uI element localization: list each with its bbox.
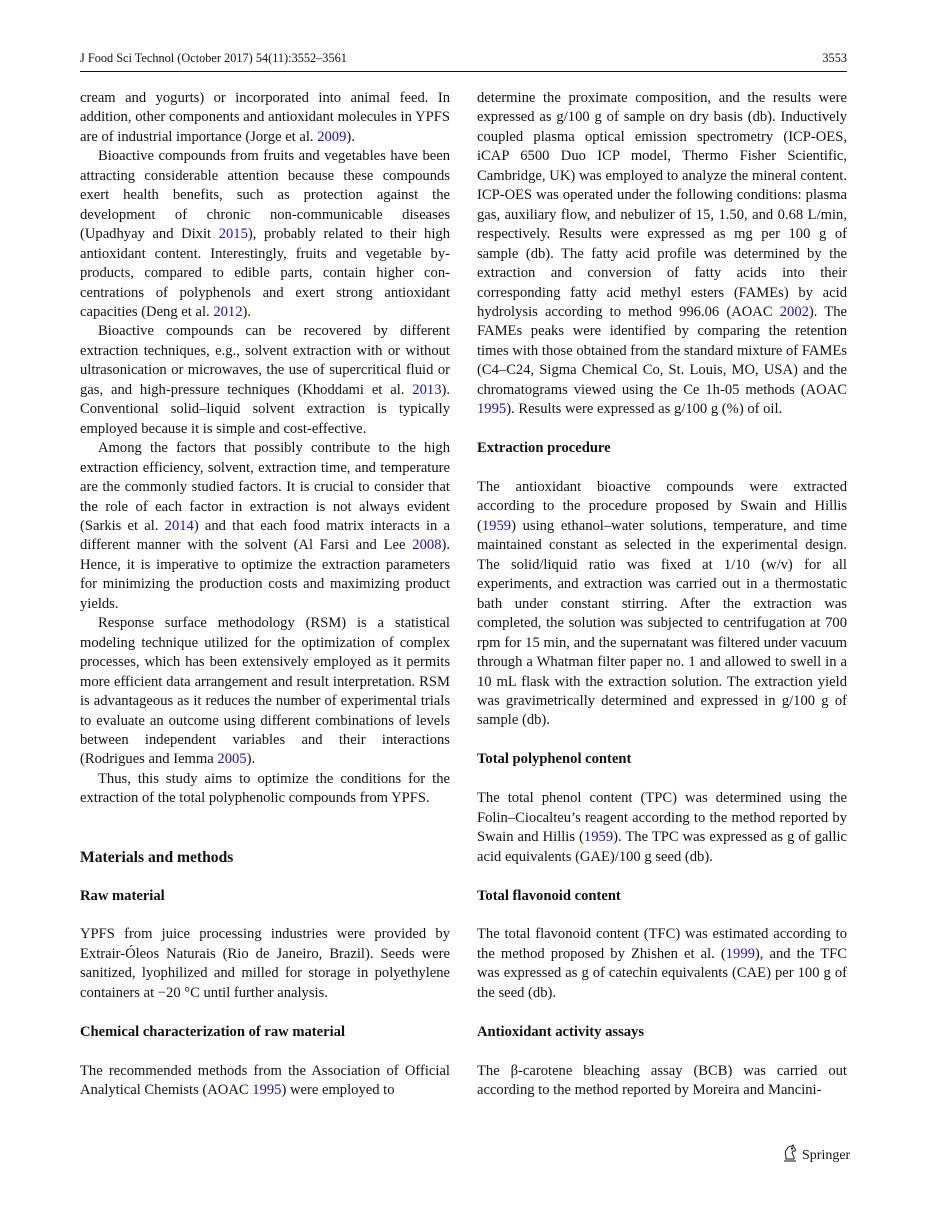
journal-citation: J Food Sci Technol (October 2017) 54(11):3552–3561 bbox=[80, 51, 347, 65]
paragraph: Bioactive compounds from fruits and vegetables have been attracting considerable attention because these compounds exert health benefits, such as protection against the development of chronic non-communicable diseases (Upadhyay and Dixit 2015), probably related to their high antioxidant content. Interestingly, fruits and vegetable by-products, compared to edible parts, contain higher concentrations of polyphenols and exert strong antioxidant capacities (Deng et al. 2012). bbox=[80, 148, 450, 320]
citation-link[interactable]: 2009 bbox=[317, 128, 347, 145]
publisher-footer bbox=[782, 1144, 850, 1167]
citation-link[interactable]: 2012 bbox=[213, 303, 243, 320]
springer-horse-icon bbox=[782, 1144, 798, 1167]
paragraph: The recommended methods from the Association of Official Analytical Chemists (AOAC 1995) were employed to bbox=[80, 1062, 450, 1099]
paragraph: cream and yogurts) or incorporated into animal feed. In addition, other components and antioxidant molecules in YPFS are of industrial importance (Jorge et al. 2009). bbox=[80, 90, 450, 145]
citation-link[interactable]: 1959 bbox=[481, 517, 512, 534]
subsection-heading: Raw material bbox=[80, 887, 165, 904]
paragraph: determine the proximate composition, and the results were expressed as g/100 g of sample on dry basis (db). Inductively coupled plasma optical emission spectrometry (ICP-OES, iCAP 6500 Duo ICP model, Thermo Fisher Scientific, Cambridge, UK) was employed to analyze the mineral content. ICP-OES was operated under the following conditions: plasma gas, auxiliary flow, and nebulizer of 15, 1.50, and 0.68 L/min, respectively. Results were expressed as mg per 100 g of sample (db). The fatty acid profile was determined by the extraction and conversion of fatty acids into their corresponding fatty acid methyl esters (FAMEs) by acid hydrolysis according to method 996.06 (AOAC 2002). The FAMEs peaks were identified by comparing the retention times with those obtained from the standard mixture of FAMEs (C4–C24, Sigma Chemical Co, St. Louis, MO, USA) and the chromatograms viewed using the Ce 1h-05 methods (AOAC 1995). Results were expressed as g/100 g (%) of oil. bbox=[477, 90, 847, 418]
publisher-name: Springer bbox=[802, 1147, 851, 1163]
paragraph: The total phenol content (TPC) was determined using the Folin–Ciocalteu’s reagent according to the method reported by Swain and Hillis (1959). The TPC was expressed as g of gallic acid equivalents (GAE)/100 g seed (db). bbox=[477, 790, 847, 865]
subsection-heading: Chemical characterization of raw material bbox=[80, 1023, 346, 1040]
citation-link[interactable]: 2015 bbox=[218, 226, 248, 243]
citation-link[interactable]: 2014 bbox=[164, 517, 194, 534]
citation-link[interactable]: 2002 bbox=[779, 303, 809, 320]
paragraph: The antioxidant bioactive compounds were extracted according to the procedure proposed by Swain and Hillis (1959) using ethanol–water solutions, temperature, and time maintained constant as selected in the experimental design. The solid/liquid ratio was fixed at 1/10 (w/v) for all experiments, and extraction was carried out in a thermostatic bath under constant stirring. After the extraction was completed, the solution was subjected to centrifugation at 700 rpm for 15 min, and the supernatant was filtered under vacuum through a Whatman filter paper no. 1 and allowed to swell in a 10 mL flask with the extraction solution. The extraction yield was gravimetrically determined and expressed in g/100 g of sample (db). bbox=[477, 479, 847, 729]
paragraph: Response surface methodology (RSM) is a statistical modeling technique utilized for the optimization of complex processes, which has been extensively employed as it permits more efficient data arrangement and result interpretation. RSM is advantageous as it reduces the number of experimental trials to evaluate an outcome using different combinations of levels between independent variables and their interactions (Rodrigues and Iemma 2005). bbox=[80, 615, 450, 768]
right-column bbox=[477, 89, 847, 1100]
citation-link[interactable]: 1959 bbox=[583, 829, 614, 846]
paragraph: YPFS from juice processing industries were provided by Extrair-Óleos Naturais (Rio de Janeiro, Brazil). Seeds were sanitized, lyophilized and milled for storage in polyethylene containers at −20 °C until further analysis. bbox=[80, 926, 450, 1001]
section-heading: Materials and methods bbox=[80, 848, 234, 866]
subsection-heading: Extraction procedure bbox=[477, 440, 611, 457]
citation-link[interactable]: 2013 bbox=[412, 381, 442, 398]
header-rule bbox=[80, 71, 847, 72]
left-column bbox=[80, 89, 450, 1100]
paragraph: Bioactive compounds can be recovered by different extraction techniques, e.g., solvent extraction with or without ultrasonication or microwaves, the use of supercritical fluid or gas, and high-pressure techniques (Khoddami et al. 2013). Conventional solid–liquid solvent extraction is typically employed because it is simple and cost-effective. bbox=[80, 323, 450, 437]
page-number: 3553 bbox=[822, 51, 847, 65]
citation-link[interactable]: 2005 bbox=[217, 751, 247, 768]
subsection-heading: Total flavonoid content bbox=[477, 887, 621, 904]
paragraph: The total flavonoid content (TFC) was estimated according to the method proposed by Zhishen et al. (1999), and the TFC was expressed as g of catechin equivalents (CAE) per 100 g of the seed (db). bbox=[477, 926, 847, 1001]
paragraph: The β-carotene bleaching assay (BCB) was carried out according to the method reported by Moreira and Mancini- bbox=[477, 1062, 847, 1098]
citation-link[interactable]: 1999 bbox=[725, 945, 755, 962]
subsection-heading: Antioxidant activity assays bbox=[477, 1023, 645, 1040]
running-header bbox=[80, 51, 847, 71]
paragraph: Among the factors that possibly contribute to the high extraction efficiency, solvent, extraction time, and temperature are the commonly studied factors. It is crucial to consider that the role of each factor in extraction is not always evident (Sarkis et al. 2014) and that each food matrix interacts in a different manner with the solvent (Al Farsi and Lee 2008). Hence, it is imperative to optimize the extraction parameters for minimizing the production costs and maximizing product yields. bbox=[80, 440, 450, 612]
citation-link[interactable]: 1995 bbox=[252, 1082, 282, 1099]
citation-link[interactable]: 1995 bbox=[477, 401, 507, 418]
paragraph: Thus, this study aims to optimize the conditions for the extraction of the total polyphenolic compounds from YPFS. bbox=[80, 770, 450, 807]
subsection-heading: Total polyphenol content bbox=[477, 751, 632, 768]
citation-link[interactable]: 2008 bbox=[412, 537, 442, 554]
